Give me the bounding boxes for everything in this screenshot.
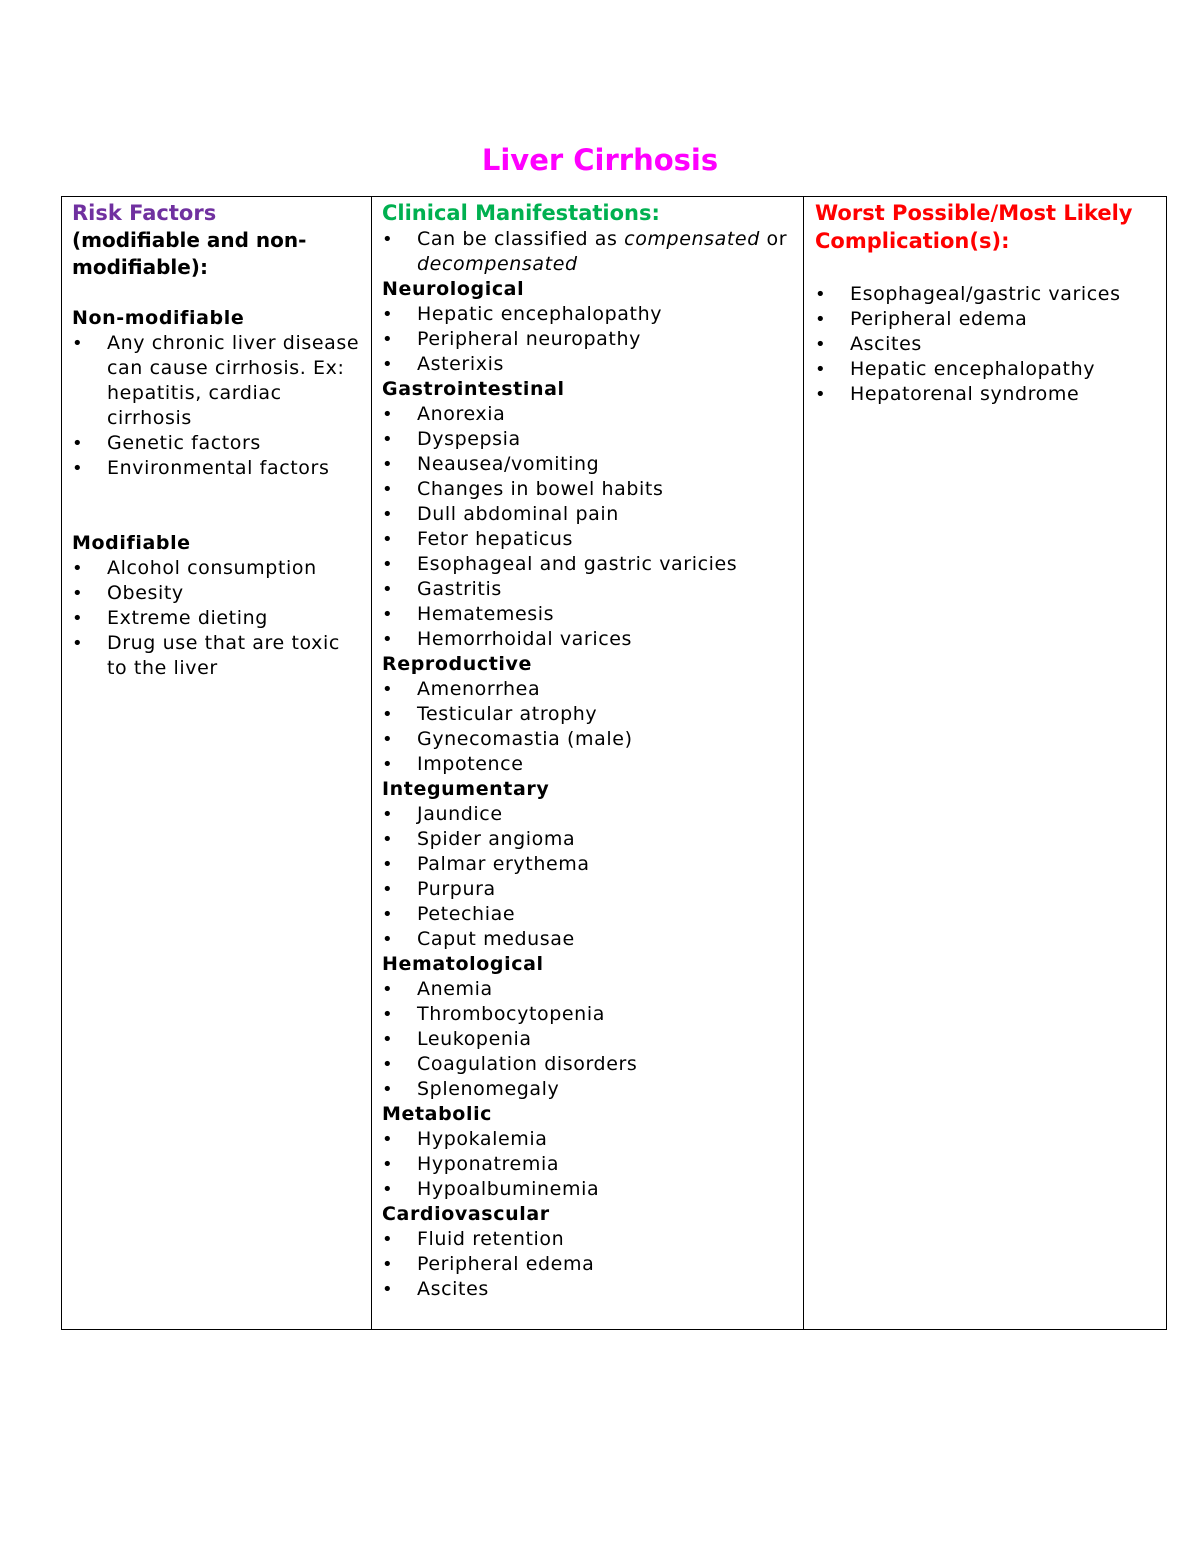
risk-factors-column: [61, 197, 371, 1329]
list-item-text: Hypokalemia: [417, 1128, 548, 1150]
bullet-icon: •: [382, 1229, 394, 1250]
non-modifiable-title: Non-modifiable: [72, 307, 245, 329]
list-item: [382, 977, 795, 1002]
list-item: [382, 1252, 795, 1277]
list-item: [382, 1227, 795, 1252]
manifestation-section-title: Neurological: [382, 278, 525, 300]
bullet-icon: •: [382, 629, 394, 650]
bullet-icon: •: [815, 384, 827, 405]
bullet-icon: •: [382, 854, 394, 875]
list-item: [382, 352, 795, 377]
bullet-icon: •: [815, 334, 827, 355]
page-title: Liver Cirrhosis: [481, 143, 719, 177]
bullet-icon: •: [815, 359, 827, 380]
list-item: [382, 627, 795, 652]
decompensated-text: decompensated: [417, 253, 578, 275]
bullet-icon: •: [382, 604, 394, 625]
bullet-icon: •: [382, 479, 394, 500]
list-item-text: Obesity: [107, 582, 184, 604]
risk-factors-heading: Risk Factors: [72, 201, 217, 225]
list-item-text: Splenomegaly: [417, 1078, 560, 1100]
bullet-icon: •: [382, 404, 394, 425]
manifestation-section-list: [382, 1227, 795, 1302]
list-item: [382, 1127, 795, 1152]
list-item-text: Spider angioma: [417, 828, 576, 850]
complications-list: [815, 282, 1158, 407]
list-item: [382, 1152, 795, 1177]
list-item-text: Asterixis: [417, 353, 504, 375]
list-item-text: Peripheral neuropathy: [417, 328, 641, 350]
manifestation-section-title: Integumentary: [382, 778, 550, 800]
list-item: [382, 577, 795, 602]
list-item-text: Extreme dieting: [107, 607, 268, 629]
list-item-text: Alcohol consumption: [107, 557, 317, 579]
list-item: [72, 556, 363, 581]
list-item-text: Purpura: [417, 878, 496, 900]
list-item-text: Coagulation disorders: [417, 1053, 638, 1075]
list-item-text: Hyponatremia: [417, 1153, 560, 1175]
list-item: [382, 877, 795, 902]
bullet-icon: •: [382, 1129, 394, 1150]
list-item: [382, 852, 795, 877]
manifestation-section-title: Hematological: [382, 953, 544, 975]
list-item: [382, 227, 795, 277]
list-item-text: Ascites: [417, 1278, 489, 1300]
bullet-icon: •: [382, 1154, 394, 1175]
bullet-icon: •: [382, 579, 394, 600]
list-item: [382, 302, 795, 327]
list-item: [382, 452, 795, 477]
bullet-icon: •: [382, 1279, 394, 1300]
list-item-text: Genetic factors: [107, 432, 261, 454]
manifestation-sections: [382, 277, 795, 1302]
list-item-text: Anorexia: [417, 403, 506, 425]
list-item-text: Hepatic encephalopathy: [850, 358, 1096, 380]
list-item-text: Hematemesis: [417, 603, 555, 625]
bullet-icon: •: [382, 804, 394, 825]
list-item: [382, 1077, 795, 1102]
list-item: [382, 477, 795, 502]
list-item: [815, 307, 1158, 332]
manifestation-section-list: [382, 302, 795, 377]
manifestation-section-title: Gastrointestinal: [382, 378, 565, 400]
bullet-icon: •: [382, 504, 394, 525]
compensated-text: compensated: [624, 228, 760, 250]
list-item: [382, 802, 795, 827]
bullet-icon: •: [382, 1004, 394, 1025]
list-item: [72, 431, 363, 456]
list-item-text: Changes in bowel habits: [417, 478, 664, 500]
bullet-icon: •: [815, 284, 827, 305]
manifestation-section-list: [382, 977, 795, 1102]
list-item: [382, 552, 795, 577]
list-item: [382, 902, 795, 927]
list-item: [815, 357, 1158, 382]
list-item-text: Leukopenia: [417, 1028, 532, 1050]
list-item-text: Fetor hepaticus: [417, 528, 574, 550]
bullet-icon: •: [72, 633, 84, 654]
list-item: [382, 927, 795, 952]
bullet-icon: •: [72, 458, 84, 479]
list-item: [382, 327, 795, 352]
list-item: [382, 1052, 795, 1077]
list-item-text: Ascites: [850, 333, 922, 355]
bullet-icon: •: [382, 754, 394, 775]
complications-column: [803, 197, 1167, 1329]
list-item: [382, 502, 795, 527]
list-item-text: Gastritis: [417, 578, 502, 600]
bullet-icon: •: [382, 1254, 394, 1275]
list-item: [815, 332, 1158, 357]
bullet-icon: •: [72, 433, 84, 454]
manifestation-section-list: [382, 677, 795, 777]
list-item-text: Environmental factors: [107, 457, 330, 479]
list-item: [72, 631, 363, 681]
list-item-text: Dyspepsia: [417, 428, 521, 450]
list-item-text: Hypoalbuminemia: [417, 1178, 600, 1200]
bullet-icon: •: [382, 1079, 394, 1100]
bullet-icon: •: [72, 333, 84, 354]
clinical-manifestations-heading: Clinical Manifestations:: [382, 201, 660, 225]
list-item-text: Impotence: [417, 753, 524, 775]
list-item-text: Neausea/vomiting: [417, 453, 600, 475]
bullet-icon: •: [72, 583, 84, 604]
manifestation-section-title: Metabolic: [382, 1103, 493, 1125]
bullet-icon: •: [72, 558, 84, 579]
list-item: [382, 702, 795, 727]
list-item: [382, 427, 795, 452]
list-item-text: Testicular atrophy: [417, 703, 598, 725]
bullet-icon: •: [815, 309, 827, 330]
list-item: [382, 752, 795, 777]
bullet-icon: •: [72, 608, 84, 629]
bullet-icon: •: [382, 354, 394, 375]
list-item-text: Jaundice: [417, 803, 503, 825]
bullet-icon: •: [382, 1029, 394, 1050]
risk-factors-subheading: (modifiable and non-modifiable):: [72, 228, 307, 279]
bullet-icon: •: [382, 879, 394, 900]
list-item-text: Anemia: [417, 978, 493, 1000]
modifiable-list: [72, 556, 363, 681]
bullet-icon: •: [382, 704, 394, 725]
bullet-icon: •: [382, 979, 394, 1000]
list-item-text: Drug use that are toxic to the liver: [107, 632, 340, 679]
list-item: [815, 282, 1158, 307]
list-item: [72, 606, 363, 631]
list-item-text: Dull abdominal pain: [417, 503, 619, 525]
content-table: [61, 196, 1167, 1330]
list-item: [382, 1277, 795, 1302]
list-item-text: Hepatorenal syndrome: [850, 383, 1080, 405]
list-item-text: Caput medusae: [417, 928, 575, 950]
list-item-text: Fluid retention: [417, 1228, 565, 1250]
list-item-text: Any chronic liver disease can cause cirrhosis. Ex: hepatitis, cardiac cirrhosis: [107, 332, 360, 429]
list-item: [382, 727, 795, 752]
bullet-icon: •: [382, 329, 394, 350]
list-item: [72, 331, 363, 431]
list-item: [382, 402, 795, 427]
bullet-icon: •: [382, 729, 394, 750]
bullet-icon: •: [382, 904, 394, 925]
bullet-icon: •: [382, 554, 394, 575]
complications-heading: Worst Possible/Most Likely Complication(s):: [815, 201, 1133, 253]
modifiable-title: Modifiable: [72, 532, 191, 554]
bullet-icon: •: [382, 1054, 394, 1075]
manifestation-section-list: [382, 802, 795, 952]
list-item: [382, 677, 795, 702]
bullet-icon: •: [382, 529, 394, 550]
list-item: [72, 456, 363, 481]
bullet-icon: •: [382, 429, 394, 450]
list-item: [72, 581, 363, 606]
list-item-text: Peripheral edema: [417, 1253, 595, 1275]
list-item-text: Gynecomastia (male): [417, 728, 633, 750]
bullet-icon: •: [382, 229, 394, 250]
list-item: [382, 1027, 795, 1052]
list-item: [382, 1002, 795, 1027]
manifestation-section-title: Reproductive: [382, 653, 532, 675]
bullet-icon: •: [382, 679, 394, 700]
bullet-icon: •: [382, 304, 394, 325]
list-item-text: Palmar erythema: [417, 853, 590, 875]
bullet-icon: •: [382, 454, 394, 475]
list-item: [382, 602, 795, 627]
classification-text-before: Can be classified as: [417, 228, 625, 250]
list-item: [382, 827, 795, 852]
manifestation-section-list: [382, 1127, 795, 1202]
list-item: [382, 1177, 795, 1202]
list-item-text: Esophageal and gastric varicies: [417, 553, 738, 575]
list-item-text: Petechiae: [417, 903, 516, 925]
classification-text-or: or: [759, 228, 788, 250]
bullet-icon: •: [382, 1179, 394, 1200]
non-modifiable-list: [72, 331, 363, 481]
list-item-text: Peripheral edema: [850, 308, 1028, 330]
list-item-text: Hepatic encephalopathy: [417, 303, 663, 325]
list-item-text: Thrombocytopenia: [417, 1003, 605, 1025]
bullet-icon: •: [382, 929, 394, 950]
bullet-icon: •: [382, 829, 394, 850]
list-item-text: Amenorrhea: [417, 678, 541, 700]
manifestation-section-list: [382, 402, 795, 652]
list-item-text: Esophageal/gastric varices: [850, 283, 1121, 305]
list-item: [815, 382, 1158, 407]
classification-list: [382, 227, 795, 277]
clinical-manifestations-column: [371, 197, 803, 1329]
list-item: [382, 527, 795, 552]
list-item-text: Hemorrhoidal varices: [417, 628, 633, 650]
manifestation-section-title: Cardiovascular: [382, 1203, 550, 1225]
